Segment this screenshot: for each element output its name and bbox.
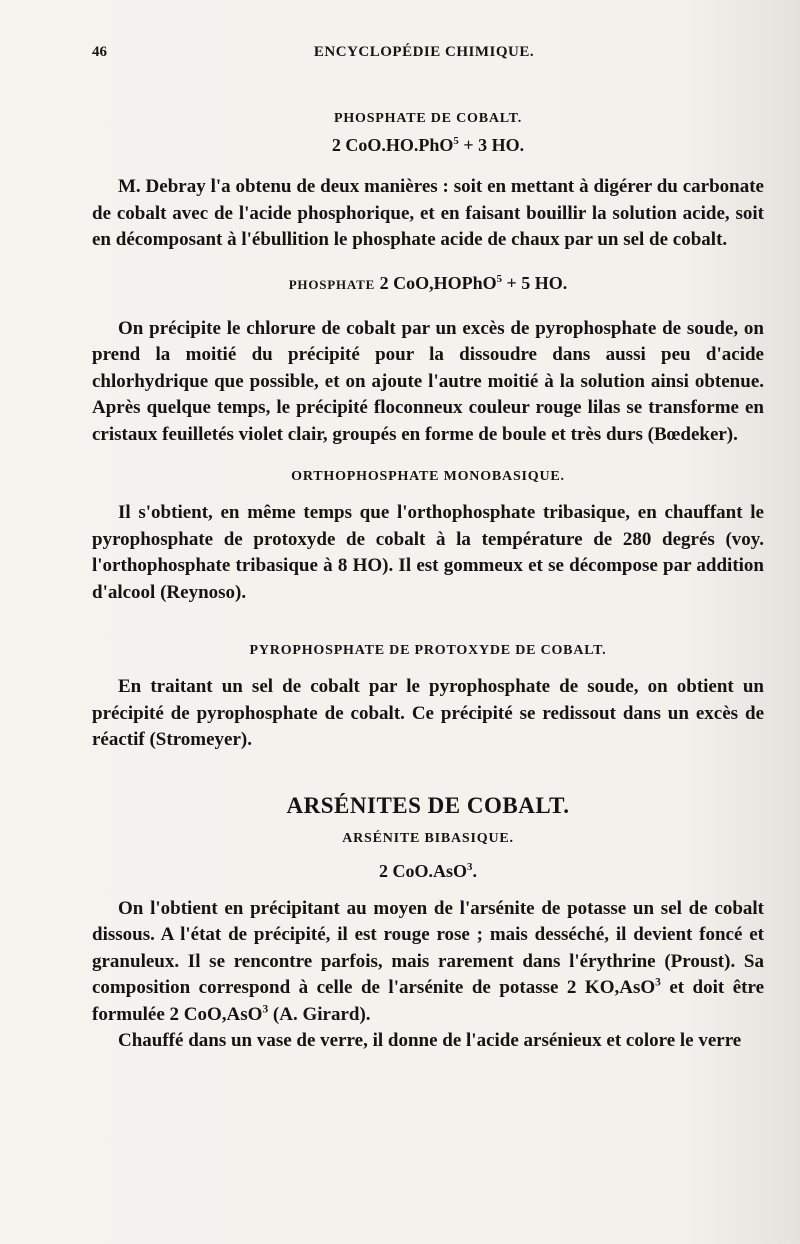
paragraph-debray: M. Debray l'a obtenu de deux manières : soit en mettant à digérer du carbonate de cobalt avec de l'acide phosphorique, et en faisant bouillir la solution acide, soit en décomposant à l'ébullition le phosphate acide de chaux par un sel de cobalt. (92, 176, 764, 250)
page-content (92, 108, 764, 1055)
section-title-pyrophosphate: PYROPHOSPHATE DE PROTOXYDE DE COBALT. (249, 643, 607, 658)
running-title: ENCYCLOPÉDIE CHIMIQUE. (313, 44, 535, 60)
formula-phosphate-acide: PHOSPHATE 2 CoO,HOPhO$^5$ + 5 HO. (288, 272, 568, 293)
paragraph-boedeker: On précipite le chlorure de cobalt par un excès de pyrophosphate de soude, on prend la moitié du précipité pour la dissoudre dans aussi peu d'acide chlorhydrique que possible, et on ajoute l'autre moitié à la solution ainsi obtenue. Après quelque temps, le précipité floconneux couleur rouge lilas se transforme en cristaux feuilletés violet clair, groupés en forme de boule et très durs (Bœdeker). (92, 317, 764, 445)
paragraph-proust-girard: On l'obtient en précipitant au moyen de l'arsénite de potasse un sel de cobalt dissous. A l'état de précipité, il est rouge rose ; mais desséché, il devient foncé et granuleux. Il se rencontre parfois, mais rarement dans l'érythrine (Proust). Sa composition correspond à celle de l'arsénite de potasse 2 KO,AsO$^3$ et doit être formulée 2 CoO,AsO$^3$ (A. Girard). (92, 897, 764, 1025)
paragraph-stromeyer: En traitant un sel de cobalt par le pyrophosphate de soude, on obtient un précipité de pyrophosphate de cobalt. Ce précipité se redissout dans un excès de réactif (Stromeyer). (92, 676, 764, 750)
paragraph-reynoso: Il s'obtient, en même temps que l'orthophosphate tribasique, en chauffant le pyrophosphate de protoxyde de cobalt à la température de 280 degrés (voy. l'orthophosphate tribasique à 8 HO). Il est gommeux et se décompose par addition d'alcool (Reynoso). (92, 502, 764, 603)
formula-arsenite: 2 CoO.AsO$^3$. (379, 860, 477, 881)
section-title-phosphate: PHOSPHATE DE COBALT. (333, 111, 523, 126)
paragraph-chauffe: Chauffé dans un vase de verre, il donne de l'acide arsénieux et colore le verre (118, 1030, 742, 1051)
page-header (92, 44, 756, 68)
section-title-arsenites: ARSÉNITES DE COBALT. (286, 792, 570, 818)
phosphate-label: PHOSPHATE (288, 276, 376, 292)
formula-phosphate: 2 CoO.HO.PhO$^5$ + 3 HO. (331, 135, 525, 155)
section-title-orthophosphate: ORTHOPHOSPHATE MONOBASIQUE. (291, 469, 565, 484)
section-subtitle-arsenite-bibasique: ARSÉNITE BIBASIQUE. (342, 830, 514, 846)
page-number: 46 (92, 44, 107, 60)
